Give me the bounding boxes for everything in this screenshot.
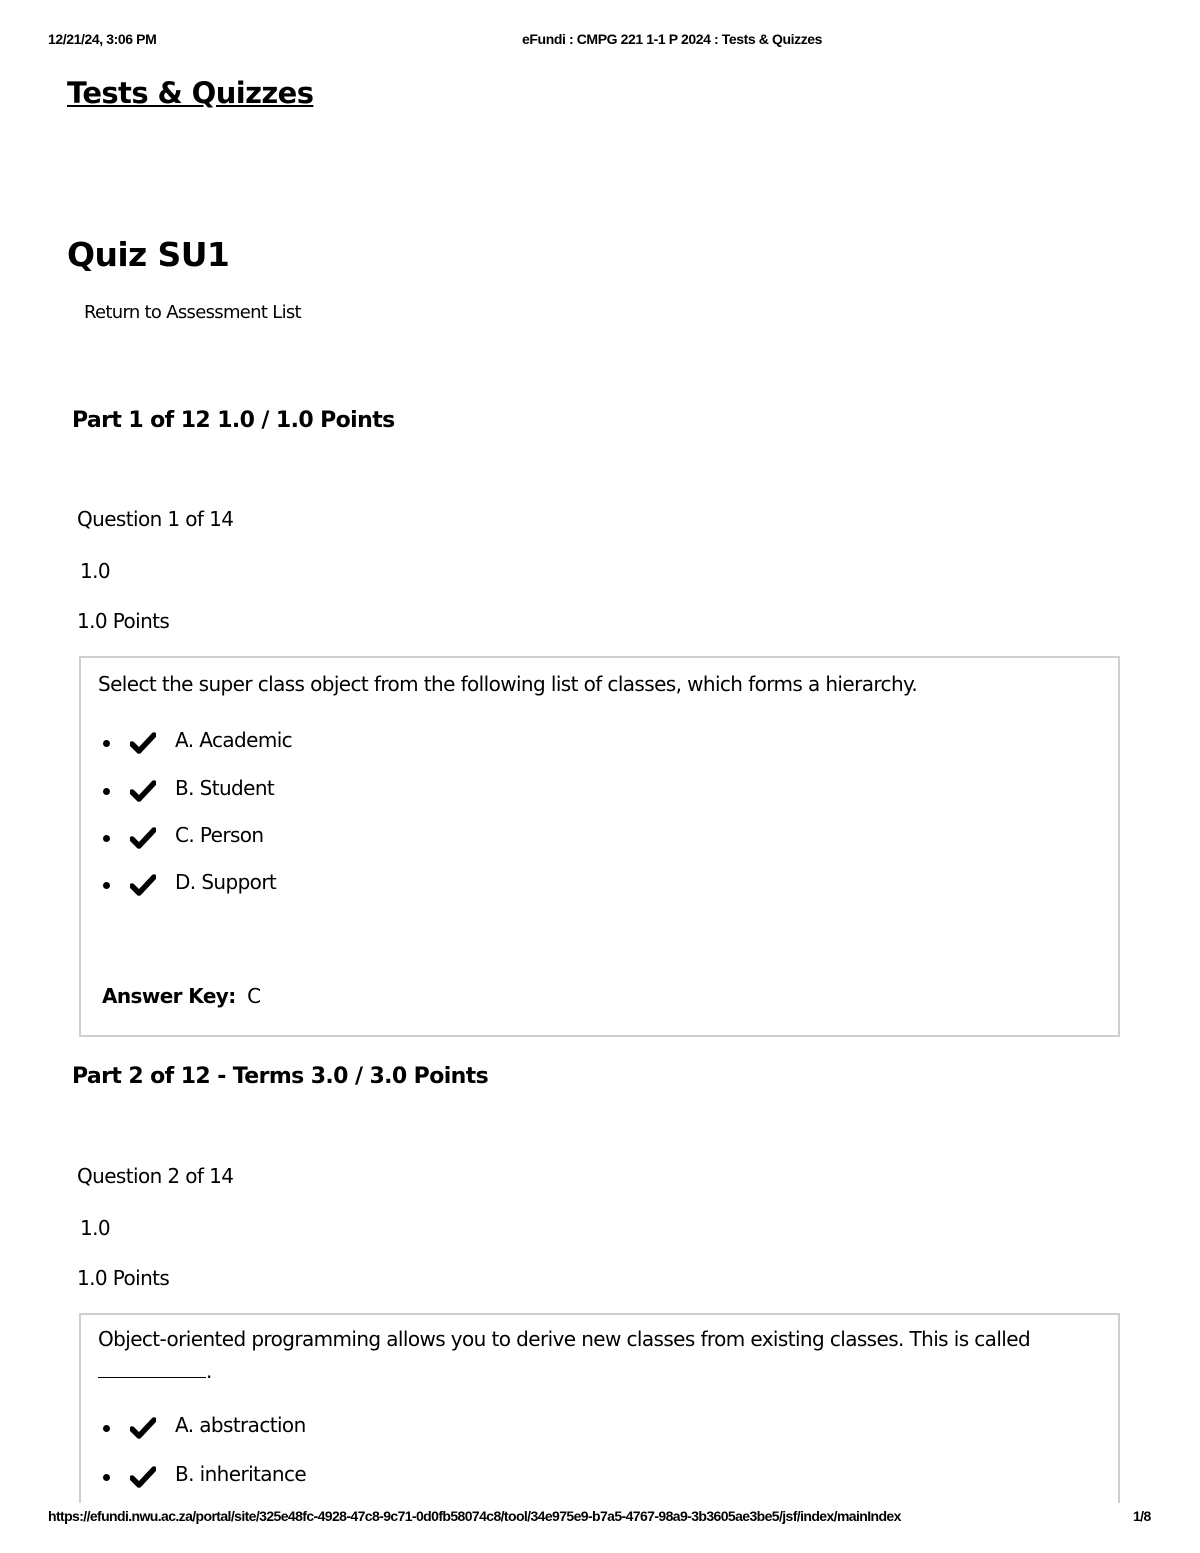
check-icon [130,1466,156,1488]
bullet-icon [103,788,110,795]
option-b-label: B. inheritance [175,1462,307,1486]
print-url: https://efundi.nwu.ac.za/portal/site/325e48fc-4928-47c8-9c71-0d0fb58074c8/tool/34e975e9-b7a5-4767-98a9-3b3605ae3be5/jsf/index/mainIndex [48,1508,901,1524]
question-2-points: 1.0 Points [77,1266,170,1290]
option-b-label: B. Student [175,776,275,800]
answer-key-value: C [247,984,261,1008]
option-a-label: A. abstraction [175,1413,306,1437]
print-page-title: eFundi : CMPG 221 1-1 P 2024 : Tests & Quizzes [522,31,823,47]
bullet-icon [103,882,110,889]
answer-key [102,984,261,1008]
question-2-prompt-text: Object-oriented programming allows you to derive new classes from existing classes. This is called [98,1327,1031,1351]
check-icon [130,874,156,896]
option-row [103,823,156,853]
bullet-icon [103,1474,110,1481]
check-icon [130,780,156,802]
part-1-heading: Part 1 of 12 1.0 / 1.0 Points [72,408,395,433]
app-title[interactable]: Tests & Quizzes [67,76,314,110]
check-icon [130,827,156,849]
question-2-prompt [98,1323,1098,1387]
option-row [103,1413,156,1443]
check-icon [130,732,156,754]
question-1-box [79,656,1120,1037]
option-row [103,728,156,758]
question-2-prompt-tail: . [206,1359,212,1383]
question-1-points: 1.0 Points [77,609,170,633]
fill-in-blank [98,1377,206,1378]
option-d-label: D. Support [175,870,277,894]
check-icon [130,1417,156,1439]
question-2-label: Question 2 of 14 [77,1164,234,1188]
bullet-icon [103,1425,110,1432]
return-to-assessment-list-link[interactable]: Return to Assessment List [84,302,301,323]
answer-key-label: Answer Key: [102,984,236,1008]
bullet-icon [103,835,110,842]
option-row [103,776,156,806]
question-1-label: Question 1 of 14 [77,507,234,531]
print-datetime: 12/21/24, 3:06 PM [48,31,157,47]
option-row [103,1462,156,1492]
print-page-number: 1/8 [1133,1508,1151,1524]
question-2-box [79,1313,1120,1503]
option-c-label: C. Person [175,823,264,847]
option-a-label: A. Academic [175,728,293,752]
question-2-score: 1.0 [80,1216,111,1240]
question-1-prompt: Select the super class object from the following list of classes, which forms a hierarchy. [98,672,918,696]
question-1-score: 1.0 [80,559,111,583]
option-row [103,870,156,900]
bullet-icon [103,740,110,747]
part-2-heading: Part 2 of 12 - Terms 3.0 / 3.0 Points [72,1064,489,1089]
quiz-title: Quiz SU1 [67,235,230,274]
